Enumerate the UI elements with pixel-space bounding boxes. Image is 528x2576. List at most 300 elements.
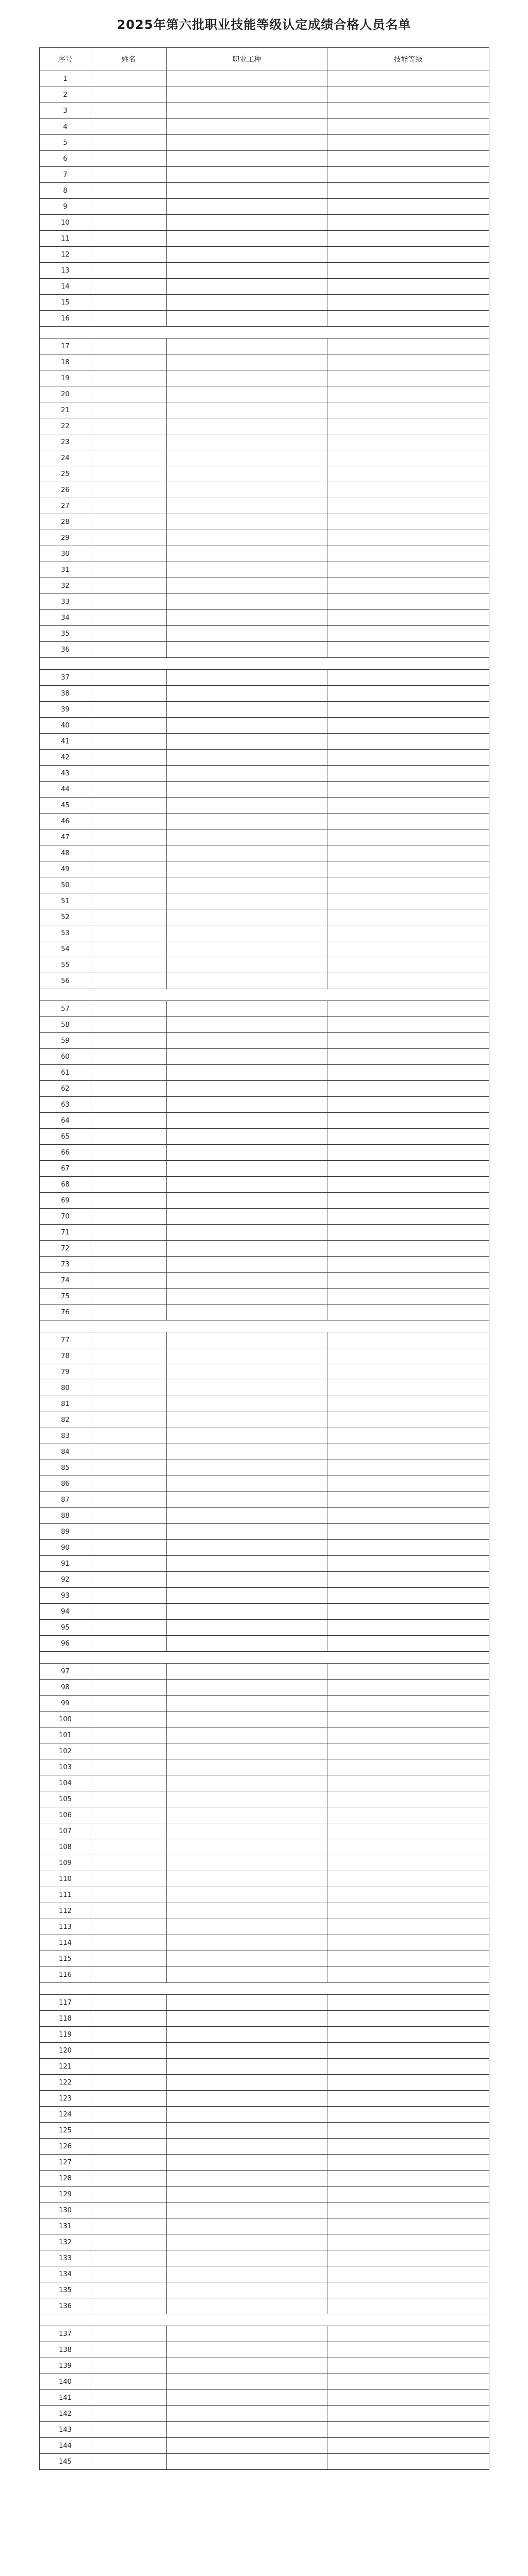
cell-seq: 92	[40, 1572, 91, 1588]
cell-seq: 34	[40, 610, 91, 626]
cell-trade	[167, 119, 327, 135]
cell-grade	[327, 119, 489, 135]
cell-trade	[167, 941, 327, 957]
cell-grade	[327, 2234, 489, 2250]
cell-trade	[167, 1049, 327, 1065]
table-row	[40, 2187, 489, 2202]
cell-name	[91, 578, 167, 594]
cell-seq: 27	[40, 498, 91, 514]
cell-grade	[327, 71, 489, 87]
cell-seq: 86	[40, 1476, 91, 1492]
cell-grade	[327, 546, 489, 562]
cell-trade	[167, 973, 327, 989]
cell-seq: 1	[40, 71, 91, 87]
table-row	[40, 925, 489, 941]
table-row	[40, 1620, 489, 1636]
cell-trade	[167, 814, 327, 829]
cell-grade	[327, 1049, 489, 1065]
cell-name	[91, 925, 167, 941]
table-row	[40, 798, 489, 814]
cell-trade	[167, 1145, 327, 1161]
cell-seq: 72	[40, 1241, 91, 1257]
cell-name	[91, 183, 167, 199]
cell-grade	[327, 1727, 489, 1743]
group-separator-row	[40, 1983, 489, 1995]
cell-name	[91, 1935, 167, 1951]
cell-seq: 44	[40, 782, 91, 798]
table-row	[40, 215, 489, 231]
cell-grade	[327, 1572, 489, 1588]
cell-trade	[167, 1177, 327, 1193]
cell-name	[91, 2218, 167, 2234]
cell-seq: 88	[40, 1508, 91, 1524]
cell-seq: 145	[40, 2454, 91, 2470]
table-row	[40, 1951, 489, 1967]
table-row	[40, 1711, 489, 1727]
cell-trade	[167, 418, 327, 434]
table-row	[40, 1273, 489, 1289]
cell-seq: 135	[40, 2282, 91, 2298]
table-row	[40, 263, 489, 279]
cell-seq: 42	[40, 750, 91, 766]
cell-seq: 95	[40, 1620, 91, 1636]
table-row	[40, 2438, 489, 2454]
cell-grade	[327, 2250, 489, 2266]
cell-trade	[167, 279, 327, 295]
table-row	[40, 199, 489, 215]
cell-seq: 128	[40, 2171, 91, 2187]
cell-grade	[327, 151, 489, 167]
cell-grade	[327, 2139, 489, 2155]
cell-name	[91, 1129, 167, 1145]
cell-trade	[167, 546, 327, 562]
cell-grade	[327, 1129, 489, 1145]
cell-seq: 22	[40, 418, 91, 434]
cell-trade	[167, 626, 327, 642]
cell-seq: 129	[40, 2187, 91, 2202]
cell-trade	[167, 925, 327, 941]
cell-name	[91, 2059, 167, 2075]
cell-grade	[327, 1396, 489, 1412]
cell-name	[91, 263, 167, 279]
table-row	[40, 1588, 489, 1604]
cell-seq: 24	[40, 450, 91, 466]
cell-name	[91, 167, 167, 183]
cell-name	[91, 670, 167, 686]
cell-seq: 2	[40, 87, 91, 103]
cell-name	[91, 295, 167, 311]
cell-name	[91, 2043, 167, 2059]
cell-trade	[167, 1097, 327, 1113]
cell-name	[91, 1177, 167, 1193]
cell-seq: 69	[40, 1193, 91, 1209]
cell-name	[91, 829, 167, 845]
cell-seq: 114	[40, 1935, 91, 1951]
cell-trade	[167, 1887, 327, 1903]
cell-name	[91, 1225, 167, 1241]
group-separator-cell	[40, 1320, 489, 1332]
table-row	[40, 2011, 489, 2027]
cell-grade	[327, 925, 489, 941]
cell-name	[91, 2107, 167, 2123]
cell-trade	[167, 1604, 327, 1620]
cell-seq: 84	[40, 1444, 91, 1460]
cell-name	[91, 2438, 167, 2454]
table-row	[40, 386, 489, 402]
cell-name	[91, 418, 167, 434]
cell-seq: 38	[40, 686, 91, 702]
cell-trade	[167, 530, 327, 546]
table-row	[40, 1412, 489, 1428]
cell-trade	[167, 1225, 327, 1241]
table-row	[40, 370, 489, 386]
cell-trade	[167, 514, 327, 530]
cell-name	[91, 1995, 167, 2011]
cell-name	[91, 2091, 167, 2107]
cell-name	[91, 1588, 167, 1604]
cell-trade	[167, 1492, 327, 1508]
cell-seq: 122	[40, 2075, 91, 2091]
table-row	[40, 2266, 489, 2282]
table-row	[40, 2171, 489, 2187]
table-row	[40, 1807, 489, 1823]
cell-trade	[167, 466, 327, 482]
cell-trade	[167, 1113, 327, 1129]
cell-name	[91, 2390, 167, 2406]
table-row	[40, 1193, 489, 1209]
cell-seq: 140	[40, 2374, 91, 2390]
cell-name	[91, 1664, 167, 1680]
table-row	[40, 1209, 489, 1225]
cell-grade	[327, 1113, 489, 1129]
group-separator-row	[40, 327, 489, 338]
cell-name	[91, 2326, 167, 2342]
cell-name	[91, 2202, 167, 2218]
table-body	[40, 71, 489, 2470]
cell-name	[91, 2123, 167, 2139]
table-row	[40, 2422, 489, 2438]
cell-name	[91, 1743, 167, 1759]
cell-seq: 25	[40, 466, 91, 482]
cell-trade	[167, 2438, 327, 2454]
group-separator-row	[40, 2314, 489, 2326]
cell-trade	[167, 893, 327, 909]
cell-name	[91, 845, 167, 861]
cell-name	[91, 1241, 167, 1257]
cell-grade	[327, 231, 489, 247]
cell-grade	[327, 2358, 489, 2374]
cell-grade	[327, 247, 489, 263]
cell-name	[91, 1332, 167, 1348]
table-row	[40, 1492, 489, 1508]
cell-grade	[327, 1743, 489, 1759]
cell-trade	[167, 1807, 327, 1823]
cell-seq: 85	[40, 1460, 91, 1476]
cell-trade	[167, 1161, 327, 1177]
cell-seq: 20	[40, 386, 91, 402]
cell-name	[91, 1364, 167, 1380]
cell-name	[91, 610, 167, 626]
cell-seq: 127	[40, 2155, 91, 2171]
cell-grade	[327, 1680, 489, 1696]
table-row	[40, 1839, 489, 1855]
cell-trade	[167, 1348, 327, 1364]
table-row	[40, 231, 489, 247]
table-row	[40, 1113, 489, 1129]
cell-trade	[167, 2266, 327, 2282]
cell-name	[91, 2298, 167, 2314]
table-row	[40, 1145, 489, 1161]
table-row	[40, 1871, 489, 1887]
cell-name	[91, 1444, 167, 1460]
cell-grade	[327, 2438, 489, 2454]
cell-seq: 52	[40, 909, 91, 925]
cell-name	[91, 1540, 167, 1556]
cell-trade	[167, 642, 327, 658]
cell-trade	[167, 167, 327, 183]
cell-name	[91, 215, 167, 231]
cell-grade	[327, 1428, 489, 1444]
cell-trade	[167, 798, 327, 814]
cell-seq: 58	[40, 1017, 91, 1033]
cell-seq: 23	[40, 434, 91, 450]
cell-seq: 106	[40, 1807, 91, 1823]
cell-grade	[327, 1508, 489, 1524]
table-row	[40, 1225, 489, 1241]
table-row	[40, 279, 489, 295]
cell-grade	[327, 1001, 489, 1017]
table-row	[40, 1001, 489, 1017]
cell-seq: 14	[40, 279, 91, 295]
cell-seq: 123	[40, 2091, 91, 2107]
table-row	[40, 119, 489, 135]
table-row	[40, 2155, 489, 2171]
cell-name	[91, 814, 167, 829]
cell-seq: 33	[40, 594, 91, 610]
cell-trade	[167, 1380, 327, 1396]
cell-name	[91, 1396, 167, 1412]
cell-name	[91, 782, 167, 798]
table-row	[40, 2075, 489, 2091]
cell-grade	[327, 183, 489, 199]
table-row	[40, 1572, 489, 1588]
cell-name	[91, 370, 167, 386]
cell-trade	[167, 782, 327, 798]
group-separator-row	[40, 658, 489, 670]
cell-grade	[327, 845, 489, 861]
cell-name	[91, 1572, 167, 1588]
table-row	[40, 311, 489, 327]
cell-seq: 94	[40, 1604, 91, 1620]
cell-name	[91, 151, 167, 167]
cell-seq: 54	[40, 941, 91, 957]
cell-seq: 102	[40, 1743, 91, 1759]
cell-name	[91, 1951, 167, 1967]
cell-seq: 130	[40, 2202, 91, 2218]
table-row	[40, 2202, 489, 2218]
cell-name	[91, 482, 167, 498]
cell-seq: 80	[40, 1380, 91, 1396]
cell-grade	[327, 562, 489, 578]
table-row	[40, 1476, 489, 1492]
cell-name	[91, 941, 167, 957]
cell-grade	[327, 1412, 489, 1428]
cell-seq: 7	[40, 167, 91, 183]
cell-seq: 117	[40, 1995, 91, 2011]
table-row	[40, 466, 489, 482]
table-row	[40, 1775, 489, 1791]
cell-name	[91, 2358, 167, 2374]
cell-grade	[327, 530, 489, 546]
table-row	[40, 1348, 489, 1364]
cell-seq: 31	[40, 562, 91, 578]
cell-seq: 57	[40, 1001, 91, 1017]
cell-trade	[167, 231, 327, 247]
cell-name	[91, 2406, 167, 2422]
cell-trade	[167, 2011, 327, 2027]
cell-trade	[167, 1696, 327, 1711]
table-row	[40, 670, 489, 686]
cell-trade	[167, 2326, 327, 2342]
table-row	[40, 546, 489, 562]
cell-grade	[327, 814, 489, 829]
cell-trade	[167, 1823, 327, 1839]
cell-seq: 97	[40, 1664, 91, 1680]
cell-seq: 91	[40, 1556, 91, 1572]
cell-grade	[327, 1444, 489, 1460]
table-row	[40, 1664, 489, 1680]
cell-seq: 55	[40, 957, 91, 973]
cell-seq: 40	[40, 718, 91, 734]
table-row	[40, 718, 489, 734]
cell-name	[91, 1113, 167, 1129]
cell-trade	[167, 354, 327, 370]
table-row	[40, 2358, 489, 2374]
table-row	[40, 829, 489, 845]
cell-name	[91, 2171, 167, 2187]
cell-trade	[167, 1273, 327, 1289]
table-row	[40, 1743, 489, 1759]
cell-name	[91, 2282, 167, 2298]
cell-grade	[327, 1823, 489, 1839]
table-row	[40, 1065, 489, 1081]
cell-seq: 143	[40, 2422, 91, 2438]
table-row	[40, 2390, 489, 2406]
cell-grade	[327, 2187, 489, 2202]
cell-grade	[327, 1967, 489, 1983]
cell-grade	[327, 642, 489, 658]
cell-name	[91, 1348, 167, 1364]
cell-grade	[327, 941, 489, 957]
table-row	[40, 1364, 489, 1380]
cell-grade	[327, 1807, 489, 1823]
cell-trade	[167, 2091, 327, 2107]
cell-seq: 139	[40, 2358, 91, 2374]
cell-trade	[167, 1428, 327, 1444]
cell-name	[91, 386, 167, 402]
table-row	[40, 1428, 489, 1444]
table-row	[40, 498, 489, 514]
table-row	[40, 1396, 489, 1412]
table-row	[40, 957, 489, 973]
cell-trade	[167, 2406, 327, 2422]
cell-name	[91, 718, 167, 734]
results-table-container	[39, 47, 489, 2470]
cell-trade	[167, 1664, 327, 1680]
cell-seq: 4	[40, 119, 91, 135]
cell-trade	[167, 2218, 327, 2234]
cell-name	[91, 798, 167, 814]
group-separator-cell	[40, 1652, 489, 1664]
cell-trade	[167, 199, 327, 215]
cell-name	[91, 1919, 167, 1935]
cell-seq: 120	[40, 2043, 91, 2059]
cell-trade	[167, 1364, 327, 1380]
cell-grade	[327, 2326, 489, 2342]
cell-name	[91, 1476, 167, 1492]
cell-name	[91, 231, 167, 247]
cell-seq: 96	[40, 1636, 91, 1652]
cell-trade	[167, 877, 327, 893]
cell-grade	[327, 1348, 489, 1364]
cell-trade	[167, 686, 327, 702]
cell-name	[91, 1492, 167, 1508]
table-row	[40, 1823, 489, 1839]
cell-name	[91, 861, 167, 877]
cell-trade	[167, 1476, 327, 1492]
cell-grade	[327, 1540, 489, 1556]
cell-name	[91, 498, 167, 514]
cell-grade	[327, 893, 489, 909]
cell-trade	[167, 845, 327, 861]
cell-name	[91, 1775, 167, 1791]
cell-grade	[327, 1995, 489, 2011]
table-row	[40, 2234, 489, 2250]
cell-seq: 115	[40, 1951, 91, 1967]
cell-grade	[327, 2390, 489, 2406]
cell-seq: 75	[40, 1289, 91, 1304]
cell-seq: 47	[40, 829, 91, 845]
cell-grade	[327, 215, 489, 231]
cell-seq: 98	[40, 1680, 91, 1696]
group-separator-row	[40, 989, 489, 1001]
cell-trade	[167, 402, 327, 418]
cell-seq: 103	[40, 1759, 91, 1775]
header-trade: 职业工种	[167, 48, 327, 71]
cell-seq: 125	[40, 2123, 91, 2139]
cell-grade	[327, 2406, 489, 2422]
cell-name	[91, 279, 167, 295]
cell-trade	[167, 594, 327, 610]
cell-grade	[327, 1017, 489, 1033]
cell-seq: 26	[40, 482, 91, 498]
cell-name	[91, 71, 167, 87]
table-row	[40, 1129, 489, 1145]
cell-trade	[167, 1572, 327, 1588]
cell-trade	[167, 263, 327, 279]
cell-trade	[167, 295, 327, 311]
cell-trade	[167, 1289, 327, 1304]
cell-trade	[167, 1257, 327, 1273]
cell-trade	[167, 750, 327, 766]
table-row	[40, 973, 489, 989]
cell-grade	[327, 386, 489, 402]
cell-trade	[167, 482, 327, 498]
cell-name	[91, 2075, 167, 2091]
cell-trade	[167, 87, 327, 103]
cell-trade	[167, 2342, 327, 2358]
cell-trade	[167, 1743, 327, 1759]
